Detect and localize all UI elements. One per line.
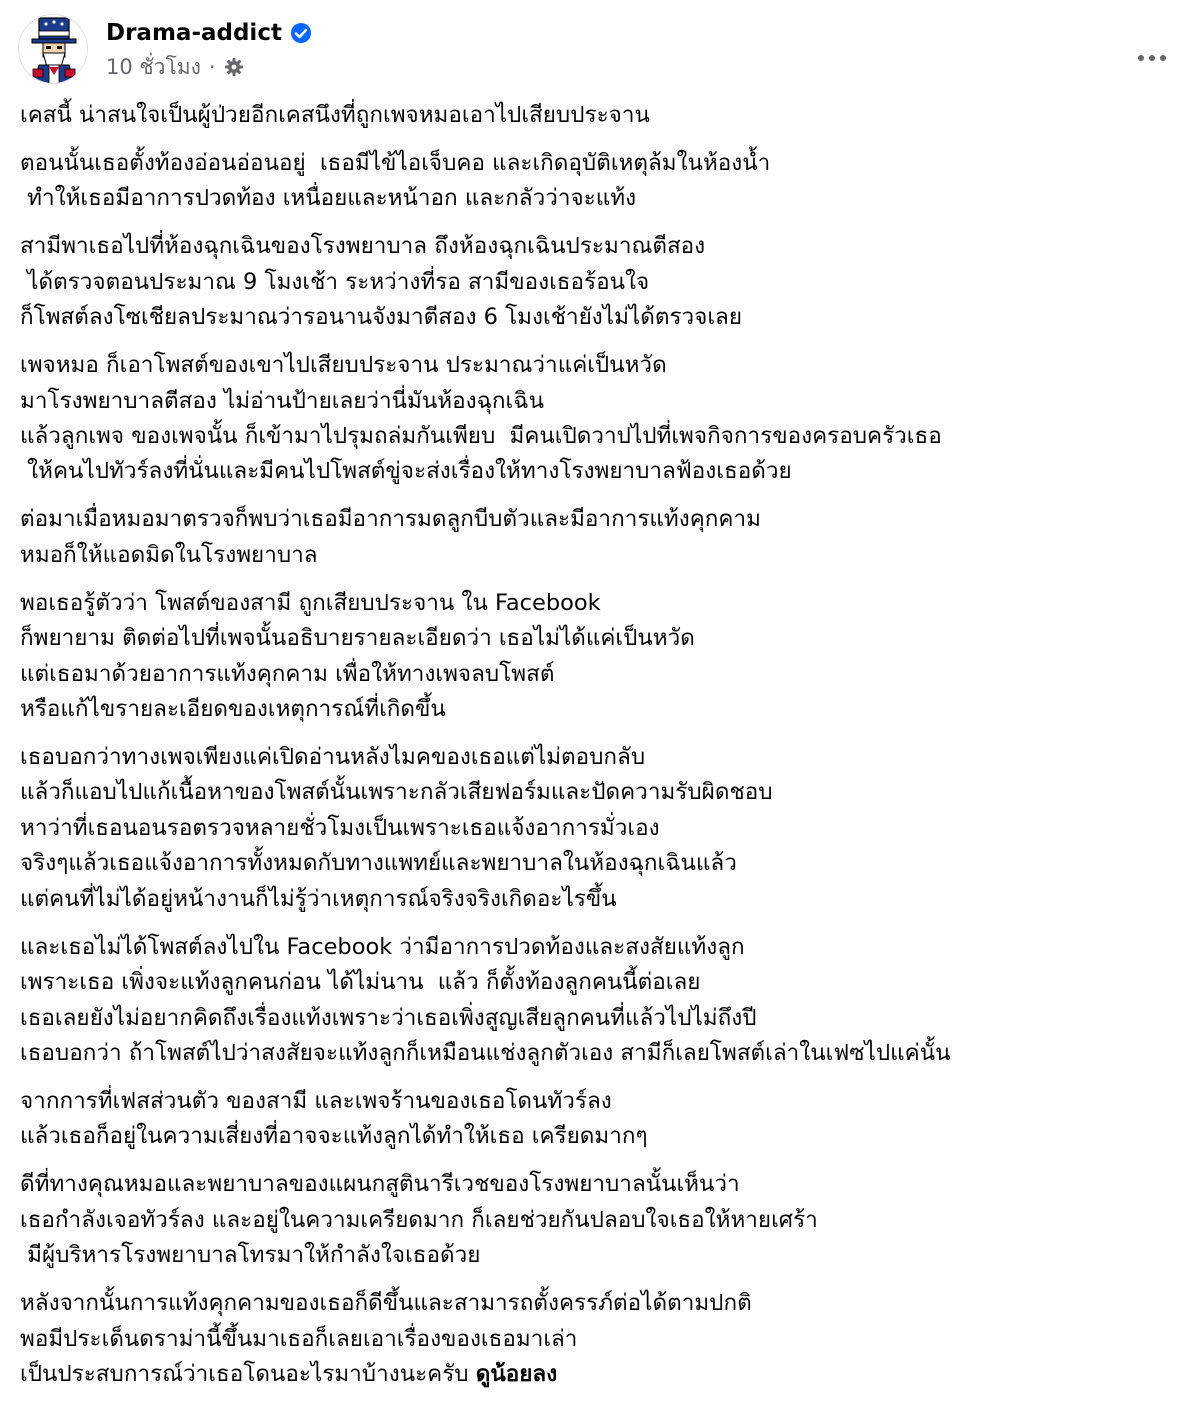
post-text: เพจหมอ ก็เอาโพสต์ของเขาไปเสียบประจาน ประมาณว่าแค่เป็นหวัด <box>20 352 667 379</box>
post-text-line <box>20 384 1185 419</box>
post-text: ก็พยายาม ติดต่อไปที่เพจนั้นอธิบายรายละเอียดว่า เธอไม่ได้แค่เป็นหวัด <box>20 625 695 652</box>
post-text-line <box>20 454 1185 489</box>
post-text-line <box>20 1203 1185 1238</box>
post-paragraph <box>20 146 1185 217</box>
post-text-line <box>20 586 1185 621</box>
post-text: จริงๆแล้วเธอแจ้งอาการทั้งหมดกับทางแพทย์และพยาบาลในห้องฉุกเฉินแล้ว <box>20 850 737 877</box>
post-text: หรือแก้ไขรายละเอียดของเหตุการณ์ที่เกิดขึ้น <box>20 696 446 723</box>
post-text-line <box>20 1357 1185 1392</box>
post-paragraph <box>20 98 1185 133</box>
post-text: ตอนนั้นเธอตั้งท้องอ่อนอ่อนอยู่ เธอมีไข้ไอเจ็บคอ และเกิดอุบัติเหตุล้มในห้องน้ำ <box>20 150 771 176</box>
post-text: เธอบอกว่า ถ้าโพสต์ไปว่าสงสัยจะแท้งลูกก็เหมือนแช่งลูกตัวเอง สามีก็เลยโพสต์เล่าในเฟซไปแค่นั้น <box>20 1039 951 1066</box>
post-text-line <box>20 965 1185 1000</box>
post-text: พอมีประเด็นดราม่านี้ขึ้นมาเธอก็เลยเอาเรื่องของเธอมาเล่า <box>20 1325 578 1352</box>
post-text-line <box>20 1084 1185 1119</box>
verified-badge-icon <box>290 22 312 44</box>
post-text: แล้วเธอก็อยู่ในความเสี่ยงที่อาจจะแท้งลูกได้ทำให้เธอ เครียดมากๆ <box>20 1123 648 1150</box>
post-paragraph <box>20 586 1185 728</box>
post-text-line <box>20 502 1185 537</box>
uncle-sam-avatar-icon <box>19 15 88 84</box>
more-options-button[interactable] <box>1132 38 1172 78</box>
gear-icon[interactable] <box>224 57 244 77</box>
post-text-line <box>20 419 1185 454</box>
post-text: เคสนี้ น่าสนใจเป็นผู้ป่วยอีกเคสนึงที่ถูกเพจหมอเอาไปเสียบประจาน <box>20 102 650 128</box>
post-text: มาโรงพยาบาลตีสอง ไม่อ่านป้ายเลยว่านี่มันห้องฉุกเฉิน <box>20 387 544 414</box>
post-text: เธอเลยยังไม่อยากคิดถึงเรื่องแท้งเพราะว่าเธอเพิ่งสูญเสียลูกคนที่แล้วไปไม่ถึงปี <box>20 1004 757 1031</box>
post-text: เป็นประสบการณ์ว่าเธอโดนอะไรมาบ้างนะครับ <box>20 1360 476 1387</box>
post-text: ก็โพสต์ลงโซเชียลประมาณว่ารอนานจังมาตีสอง 6 โมงเช้ายังไม่ได้ตรวจเลย <box>20 304 743 331</box>
post-text: หลังจากนั้นการแท้งคุกคามของเธอก็ดีขึ้นและสามารถตั้งครรภ์ต่อได้ตามปกติ <box>20 1290 752 1317</box>
post-text: หาว่าที่เธอนอนรอตรวจหลายชั่วโมงเป็นเพราะเธอแจ้งอาการมั่วเอง <box>20 814 660 841</box>
page-avatar[interactable] <box>18 14 88 84</box>
post-text: จากการที่เฟสส่วนตัว ของสามี และเพจร้านของเธอโดนทัวร์ลง <box>20 1087 612 1114</box>
post-text: สามีพาเธอไปที่ห้องฉุกเฉินของโรงพยาบาล ถึงห้องฉุกเฉินประมาณตีสอง <box>20 233 706 260</box>
post-text-line <box>20 181 1185 216</box>
post-text-line <box>20 692 1185 727</box>
post-text: ทำให้เธอมีอาการปวดท้อง เหนื่อยและหน้าอก และกลัวว่าจะแท้ง <box>20 185 637 212</box>
post-text-line <box>20 98 1185 133</box>
post-paragraph <box>20 502 1185 573</box>
post-text-line <box>20 300 1185 335</box>
post-paragraph <box>20 740 1185 917</box>
post-meta <box>106 52 244 82</box>
post-header <box>18 14 1182 90</box>
see-less-link[interactable]: ดูน้อยลง <box>475 1360 558 1387</box>
post-text-line <box>20 740 1185 775</box>
post-text-line <box>20 1286 1185 1321</box>
post-paragraph <box>20 930 1185 1072</box>
post-text-line <box>20 1238 1185 1273</box>
post-text-line <box>20 1119 1185 1154</box>
post-text: แล้วก็แอบไปแก้เนื้อหาของโพสต์นั้นเพราะกลัวเสียฟอร์มและปัดความรับผิดชอบ <box>20 779 773 806</box>
meta-separator: · <box>208 55 216 79</box>
post-paragraph <box>20 1286 1185 1392</box>
post-text-line <box>20 930 1185 965</box>
post-paragraph <box>20 348 1185 490</box>
post-text: ต่อมาเมื่อหมอมาตรวจก็พบว่าเธอมีอาการมดลูกบีบตัวและมีอาการแท้งคุกคาม <box>20 506 761 533</box>
post-text: แล้วลูกเพจ ของเพจนั้น ก็เข้ามาไปรุมถล่มกันเพียบ มีคนเปิดวาปไปที่เพจกิจการของครอบครัวเธอ <box>20 423 942 450</box>
post-timestamp[interactable]: 10 ชั่วโมง <box>106 54 201 79</box>
post-text: พอเธอรู้ตัวว่า โพสต์ของสามี ถูกเสียบประจาน ใน Facebook <box>20 589 601 616</box>
post-text: มีผู้บริหารโรงพยาบาลโทรมาให้กำลังใจเธอด้วย <box>20 1242 481 1269</box>
post-text-line <box>20 265 1185 300</box>
post-text-line <box>20 146 1185 181</box>
post-text-line <box>20 1036 1185 1071</box>
more-horizontal-icon <box>1137 54 1167 62</box>
post-text: แต่เธอมาด้วยอาการแท้งคุกคาม เพื่อให้ทางเพจลบโพสต์ <box>20 660 555 687</box>
post-text: เพราะเธอ เพิ่งจะแท้งลูกคนก่อน ได้ไม่นาน แล้ว ก็ตั้งท้องลูกคนนี้ต่อเลย <box>20 969 701 996</box>
post-text-line <box>20 348 1185 383</box>
post-text-line <box>20 1322 1185 1357</box>
post-text-line <box>20 775 1185 810</box>
post-paragraph <box>20 1167 1185 1273</box>
post-text: ให้คนไปทัวร์ลงที่นั่นและมีคนไปโพสต์ขู่จะส่งเรื่องให้ทางโรงพยาบาลฟ้องเธอด้วย <box>20 458 792 485</box>
post-text-line <box>20 1001 1185 1036</box>
post-text: ดีที่ทางคุณหมอและพยาบาลของแผนกสูตินารีเวชของโรงพยาบาลนั้นเห็นว่า <box>20 1171 740 1198</box>
post-text-line <box>20 882 1185 917</box>
post-text: เธอบอกว่าทางเพจเพียงแค่เปิดอ่านหลังไมคของเธอแต่ไม่ตอบกลับ <box>20 744 646 771</box>
post-text-line <box>20 229 1185 264</box>
post-text-line <box>20 811 1185 846</box>
post-text: แต่คนที่ไม่ได้อยู่หน้างานก็ไม่รู้ว่าเหตุการณ์จริงจริงเกิดอะไรขึ้น <box>20 885 617 912</box>
post-text-line <box>20 621 1185 656</box>
post-text-line <box>20 657 1185 692</box>
post-paragraph <box>20 229 1185 335</box>
page-name-link[interactable]: Drama-addict <box>106 20 282 46</box>
post-text-line <box>20 846 1185 881</box>
post-body <box>20 98 1185 1405</box>
name-row <box>106 16 312 50</box>
post-text-line <box>20 1167 1185 1202</box>
post-text-line <box>20 538 1185 573</box>
post-text: และเธอไม่ได้โพสต์ลงไปใน Facebook ว่ามีอาการปวดท้องและสงสัยแท้งลูก <box>20 933 745 960</box>
post-text: ได้ตรวจตอนประมาณ 9 โมงเช้า ระหว่างที่รอ สามีของเธอร้อนใจ <box>20 268 650 295</box>
post-text: หมอก็ให้แอดมิดในโรงพยาบาล <box>20 541 318 568</box>
post-text: เธอกำลังเจอทัวร์ลง และอยู่ในความเครียดมาก ก็เลยช่วยกันปลอบใจเธอให้หายเศร้า <box>20 1206 818 1233</box>
post-paragraph <box>20 1084 1185 1155</box>
